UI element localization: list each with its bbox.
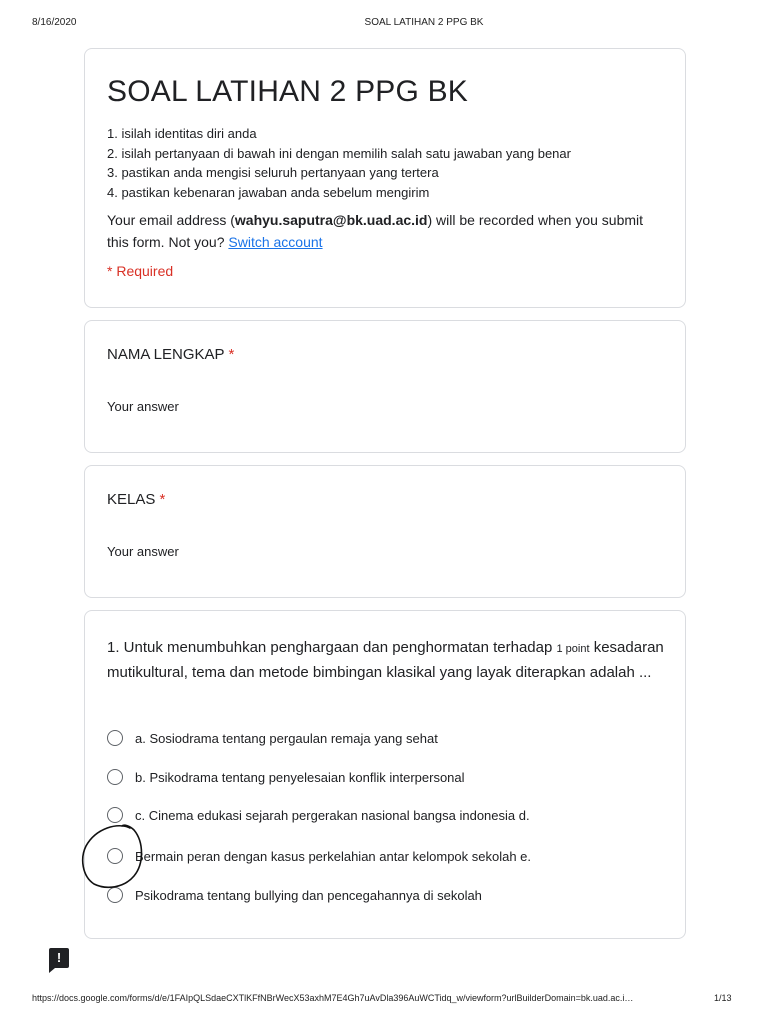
print-date: 8/16/2020 xyxy=(32,17,77,28)
print-footer-page: 1/13 xyxy=(714,993,732,1003)
instruction-item: 3. pastikan anda mengisi seluruh pertanyaan yang tertera xyxy=(107,165,439,180)
points-badge: 1 point xyxy=(556,643,590,655)
radio-button[interactable] xyxy=(107,769,123,785)
email-prefix: Your email address ( xyxy=(107,212,235,228)
instruction-item: 4. pastikan kebenaran jawaban anda sebelum mengirim xyxy=(107,184,430,200)
required-star: * xyxy=(159,491,166,508)
email-suffix: ) will be recorded when you submit this form. Not you? xyxy=(107,212,644,250)
question-card-nama xyxy=(84,320,686,453)
question-card-mc-1 xyxy=(84,610,686,939)
instruction-item: 2. isilah pertanyaan di bawah ini dengan memilih salah satu jawaban yang benar xyxy=(107,145,571,161)
email-notice xyxy=(107,209,667,253)
report-icon[interactable]: ! xyxy=(49,948,69,968)
instructions-list xyxy=(107,124,571,202)
option-label: a. Sosiodrama tentang pergaulan remaja yang sehat xyxy=(135,730,438,746)
option-a[interactable] xyxy=(107,730,438,746)
option-label: Bermain peran dengan kasus perkelahian antar kelompok sekolah e. xyxy=(135,848,532,864)
option-d[interactable] xyxy=(107,848,531,864)
question-label xyxy=(107,346,234,363)
required-star: * xyxy=(228,346,235,363)
print-footer-url: https://docs.google.com/forms/d/e/1FAIpQLSdaeCXTlKFfNBrWecX53axhM7E4Gh7uAvDla396AuWCTidq_w/viewform?urlBuilderDomain=bk.uad.ac.i… xyxy=(32,993,634,1003)
option-e[interactable] xyxy=(107,887,482,903)
question-label-text: NAMA LENGKAP xyxy=(107,346,225,363)
required-note: * Required xyxy=(107,263,174,279)
switch-account-link[interactable]: Switch account xyxy=(228,234,323,250)
instruction-item: 1. isilah identitas diri anda xyxy=(107,126,257,141)
mc-question-text xyxy=(107,636,669,684)
radio-button[interactable] xyxy=(107,730,123,746)
handwritten-circle-annotation xyxy=(78,818,148,894)
mc-question-part1: 1. Untuk menumbuhkan penghargaan dan penghormatan terhadap xyxy=(107,639,553,656)
option-c[interactable] xyxy=(107,807,530,823)
option-b[interactable] xyxy=(107,769,465,785)
option-label: b. Psikodrama tentang penyelesaian konflik interpersonal xyxy=(135,769,465,785)
email-address: wahyu.saputra@bk.uad.ac.id xyxy=(234,212,428,228)
answer-input-nama[interactable]: Your answer xyxy=(107,399,179,414)
mc-question-part2: kesadaran mutikultural, tema dan metode bimbingan klasikal yang layak diterapkan adalah ... xyxy=(107,639,664,681)
option-label: c. Cinema edukasi sejarah pergerakan nasional bangsa indonesia d. xyxy=(135,807,530,823)
question-label-text: KELAS xyxy=(107,491,156,508)
form-header-card xyxy=(84,48,686,308)
question-card-kelas xyxy=(84,465,686,598)
answer-input-kelas[interactable]: Your answer xyxy=(107,544,179,559)
option-label: Psikodrama tentang bullying dan pencegahannya di sekolah xyxy=(135,887,482,903)
print-title: SOAL LATIHAN 2 PPG BK xyxy=(364,17,484,28)
question-label xyxy=(107,491,165,508)
form-title: SOAL LATIHAN 2 PPG BK xyxy=(107,75,468,108)
